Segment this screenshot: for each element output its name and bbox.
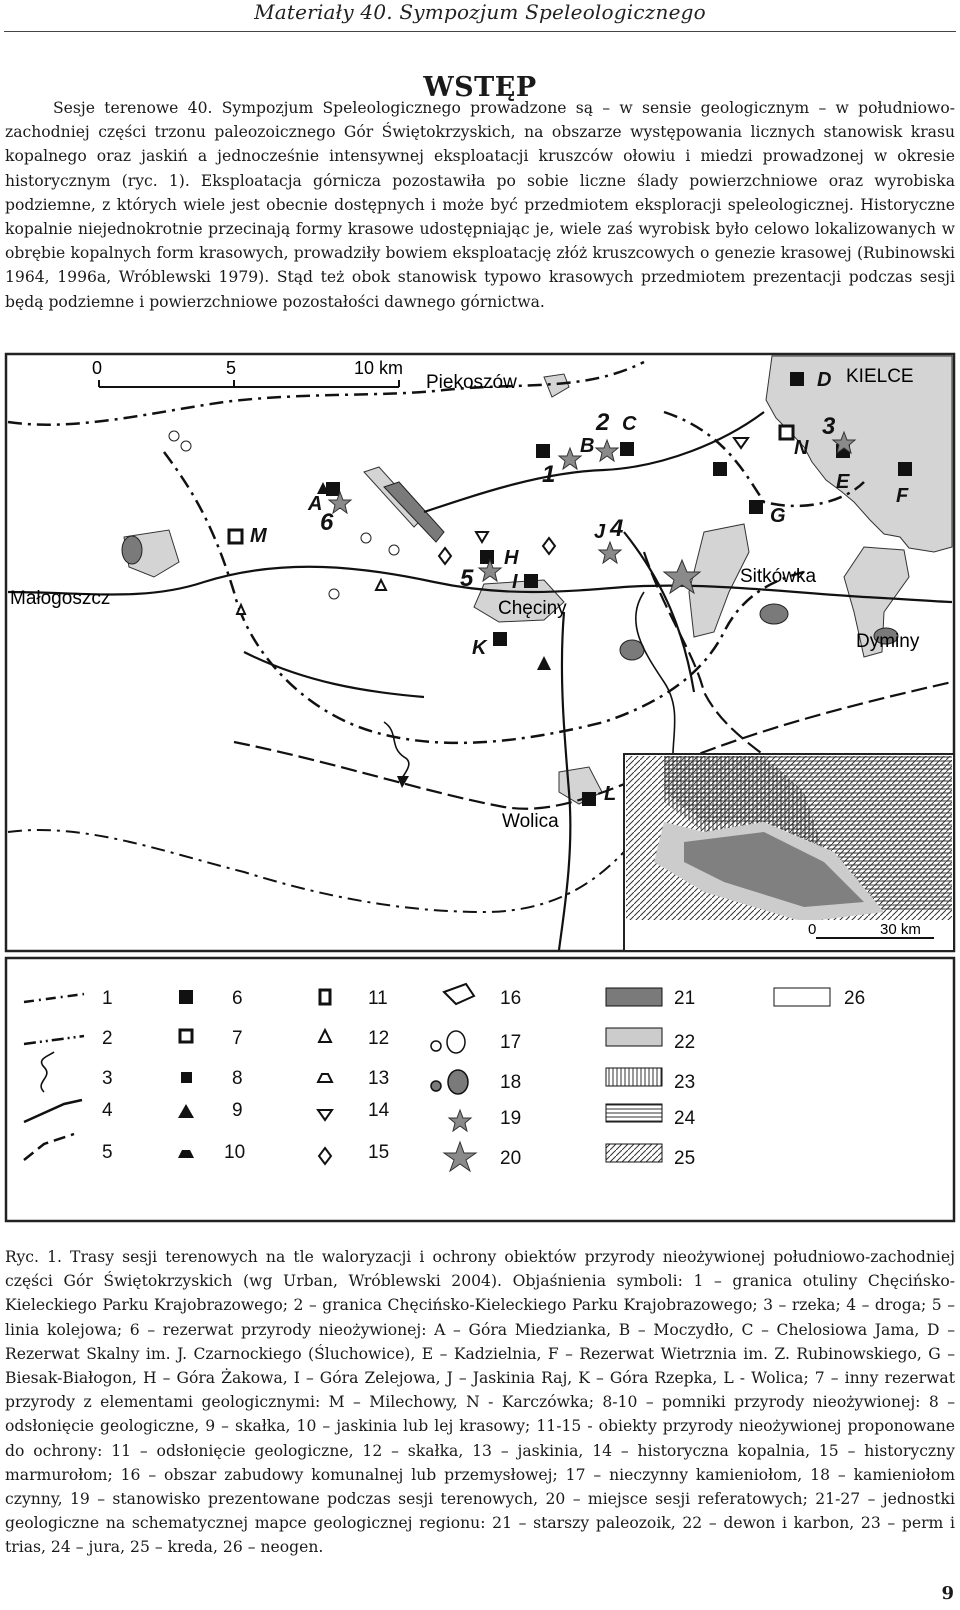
legend-sym-18b	[448, 1070, 468, 1094]
site-number-2: 2	[596, 409, 610, 436]
legend-label-12: 12	[368, 1028, 390, 1049]
quarry-inactive-5	[329, 589, 339, 599]
legend-label-6: 6	[232, 988, 243, 1009]
quarry-active-2	[122, 536, 142, 564]
legend-label-23: 23	[674, 1072, 696, 1093]
legend-label-10: 10	[224, 1142, 246, 1163]
header-rule	[4, 31, 956, 32]
section-title: WSTĘP	[423, 72, 537, 103]
letter-e: E	[836, 471, 850, 493]
legend-sym-25	[606, 1144, 662, 1162]
inset-scale-30: 30 km	[880, 921, 921, 938]
quarry-inactive-3	[389, 545, 399, 555]
legend-sym-6	[179, 990, 193, 1004]
legend-sym-23	[606, 1068, 662, 1086]
place-sitkowka: Sitkówka	[740, 566, 817, 587]
legend-label-14: 14	[368, 1100, 390, 1121]
place-malogoszcz: Małogoszcz	[10, 588, 111, 609]
legend-label-24: 24	[674, 1108, 696, 1129]
letter-j: J	[594, 521, 606, 543]
legend-label-15: 15	[368, 1142, 390, 1163]
site-number-4: 4	[610, 515, 624, 542]
legend-label-21: 21	[674, 988, 696, 1009]
letter-d: D	[817, 369, 832, 391]
legend-label-25: 25	[674, 1148, 696, 1169]
reserve-other-n	[780, 426, 793, 439]
site-number-6: 6	[320, 509, 334, 536]
legend-label-17: 17	[500, 1032, 522, 1053]
letter-g: G	[770, 505, 786, 527]
legend-sym-18a	[431, 1081, 441, 1091]
legend-sym-8	[181, 1072, 192, 1083]
legend-sym-24	[606, 1104, 662, 1122]
legend-label-18: 18	[500, 1072, 522, 1093]
legend-label-7: 7	[232, 1028, 243, 1049]
place-checiny: Chęciny	[498, 598, 567, 619]
letter-i: I	[512, 571, 518, 593]
legend-label-22: 22	[674, 1032, 696, 1053]
quarry-inactive-1	[169, 431, 179, 441]
quarry-inactive-2	[181, 441, 191, 451]
site-number-3: 3	[822, 413, 836, 440]
legend-sym-26	[774, 988, 830, 1006]
legend-label-13: 13	[368, 1068, 390, 1089]
letter-l: L	[604, 783, 617, 805]
letter-c: C	[622, 413, 637, 435]
scale-label-10: 10 km	[354, 358, 404, 378]
quarry-inactive-4	[361, 533, 371, 543]
reserve-other-m	[229, 530, 242, 543]
legend-sym-17a	[431, 1041, 441, 1051]
legend-sym-17b	[447, 1031, 465, 1053]
figure-caption: Ryc. 1. Trasy sesji terenowych na tle waloryzacji i ochrony obiektów przyrody nieożywionej południowo-zachodniej części Gór Świętokrzyskich (wg Urban, Wróblewski 2004). Objaśnienia symboli: 1 – granica otuliny Chęcińsko-Kieleckiego Parku Krajobrazowego; 2 – granica Chęcińsko-Kieleckiego Parku Krajobrazowego; 3 – rzeka; 4 – droga; 5 – linia kolejowa; 6 – rezerwat przyrody nieożywionej: A – Góra Miedzianka, B – Moczydło, C – Chelosiowa Jama, D – Rezerwat Skalny im. J. Czarnockiego (Śluchowice), E – Kadzielnia, F – Rezerwat Wietrznia im. Z. Rubinowskiego, G – Biesak-Białogon, H – Góra Żakowa, I – Góra Zelejowa, J – Jaskinia Raj, K – Góra Rzepka, L - Wolica; 7 – inny rezerwat przyrody z elementami geologicznymi: M – Milechowy, N - Karczówka; 8-10 – pomniki przyrody nieożywionej: 8 – odsłonięcie geologiczne, 9 – skałka, 10 – jaskinia lub lej krasowy; 11-15 - obiekty przyrody nieożywionej proponowane do ochrony: 11 – odsłonięcie geologiczne, 12 – skałka, 13 – jaskinia, 14 – historyczna kopalnia, 15 – historyczny marmurołom; 16 – obszar zabudowy komunalnej lub przemysłowej; 17 – nieczynny kamieniołom, 18 – kamieniołom czynny, 19 – stanowisko prezentowane podczas sesji terenowych, 20 – miejsce sesji referatowych; 21-27 – jednostki geologiczne na schematycznej mapce geologicznej regionu: 21 – starszy paleozoik, 22 – dewon i karbon, 23 – perm i trias, 24 – jura, 25 – kreda, 26 – neogen.	[5, 1248, 955, 1557]
legend-label-11: 11	[368, 988, 388, 1009]
legend-label-5: 5	[102, 1142, 113, 1163]
legend-label-3: 3	[102, 1068, 113, 1089]
legend-label-26: 26	[844, 988, 866, 1009]
letter-m: M	[250, 525, 267, 547]
legend-label-9: 9	[232, 1100, 243, 1121]
place-dyminy: Dyminy	[856, 631, 920, 652]
legend-label-20: 20	[500, 1148, 522, 1169]
inset-scale-0: 0	[808, 921, 817, 938]
letter-b: B	[580, 435, 595, 457]
legend-label-19: 19	[500, 1108, 522, 1129]
letter-a: A	[308, 493, 323, 515]
site-number-5: 5	[460, 565, 474, 592]
map-svg	[4, 352, 956, 1223]
place-piekoszow: Piekoszów	[426, 372, 517, 393]
intro-paragraph: Sesje terenowe 40. Sympozjum Speleologicznego prowadzone są – w sensie geologicznym – w południowo-zachodniej części trzonu paleozoicznego Gór Świętokrzyskich, na obszarze występowania licznych stanowisk krasu kopalnego oraz jaskiń a jednocześnie intensywnej eksploatacji kruszców ołowiu i miedzi prowadzonej w okresie historycznym (ryc. 1). Eksploatacja górnicza pozostawiła po sobie liczne ślady powierzchniowe oraz wyrobiska podziemne, z których wiele jest obecnie dostępnych i może być przedmiotem eksploracji speleologicznej. Historyczne kopalnie niejednokrotnie przecinają formy krasowe udostępniając je, wiele zaś wyrobisk było celowo lokalizowanych w obrębie kopalnych form krasowych, prowadziły bowiem eksploatację złóż kruszcowych o genezie krasowej (Rubinowski 1964, 1996a, Wróblewski 1979). Stąd też obok stanowisk typowo krasowych przedmiotem prezentacji podczas sesji będą podziemne i powierzchniowe pozostałości dawnego górnictwa.	[5, 99, 955, 311]
running-head: Materiały 40. Sympozjum Speleologicznego	[254, 0, 706, 24]
legend-sym-21	[606, 988, 662, 1006]
scale-label-5: 5	[226, 358, 237, 378]
scale-label-0: 0	[92, 358, 103, 378]
letter-n: N	[794, 437, 809, 459]
place-kielce: KIELCE	[846, 366, 914, 387]
letter-k: K	[472, 637, 487, 659]
legend-label-16: 16	[500, 988, 522, 1009]
legend-label-8: 8	[232, 1068, 243, 1089]
letter-h: H	[504, 547, 519, 569]
quarry-active-3	[760, 604, 788, 624]
site-number-1: 1	[542, 461, 556, 488]
legend-sym-11	[320, 990, 330, 1004]
page-number: 9	[941, 1583, 954, 1604]
legend-sym-22	[606, 1028, 662, 1046]
geology-inset	[624, 754, 954, 951]
legend-label-2: 2	[102, 1028, 113, 1049]
legend-label-4: 4	[102, 1100, 113, 1121]
figure-map	[4, 352, 956, 1223]
place-wolica: Wolica	[502, 811, 559, 832]
letter-f: F	[896, 485, 909, 507]
legend-sym-7	[180, 1030, 192, 1042]
legend-label-1: 1	[102, 988, 113, 1009]
